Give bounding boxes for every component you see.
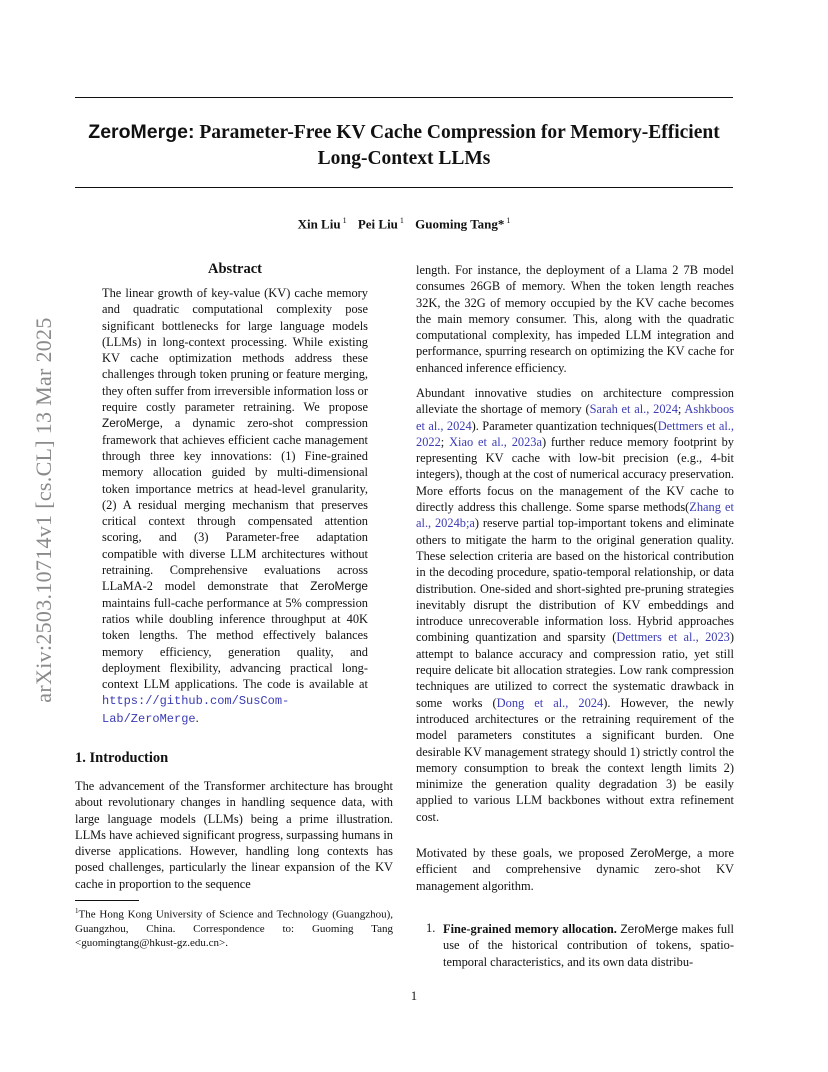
citation-link[interactable]: Ashkboos et al., 2024 <box>416 402 734 433</box>
list-item-text: makes full use of the historical contribution of tokens, spatio-temporal characteristics, and its own data distribu- <box>443 922 734 969</box>
abstract-part: . <box>195 710 199 725</box>
footnote-mark: 1 <box>75 907 79 915</box>
text-run: ; <box>677 402 685 417</box>
author-affiliation: 1 <box>399 216 404 225</box>
page-number: 1 <box>410 989 418 1003</box>
abstract-part: maintains full-cache performance at 5% compression ratios while doubling inference throughput at 40K token lengths. The method effectively balances memory efficiency, generation quality, and deployment flexibility, advancing practical long-context LLM applications. The code is available at <box>102 595 368 692</box>
abstract-part: The linear growth of key-value (KV) cache memory and quadratic computational complexity pose significant bottlenecks for large language models (LLMs) in long-context processing. While existing KV cache optimization methods address these challenges through token pruning or feature merging, they often suffer from irreversible information loss or require costly parameter retraining. We propose <box>102 286 368 415</box>
author-affiliation: 1 <box>342 216 347 225</box>
title-line-2: Long-Context LLMs <box>317 148 491 169</box>
footnote-rule <box>75 900 139 901</box>
citation-link[interactable]: Dettmers et al., 2022 <box>416 418 734 449</box>
brand-name: ZeroMerge <box>310 579 368 594</box>
citation-link[interactable]: Zhang et al., 2024b;a <box>416 500 734 531</box>
brand-name: ZeroMerge <box>630 846 688 860</box>
top-rule <box>75 97 733 98</box>
title-brand: ZeroMerge: <box>88 121 195 143</box>
footnote-text: The Hong Kong University of Science and Technology (Guangzhou), Guangzhou, China. Correspondence to: Guoming Tang <guomingtang@hkust-gz.edu.cn>. <box>75 908 393 949</box>
right-paragraph-2 <box>416 385 734 825</box>
code-link[interactable]: https://github.com/SusCom-Lab/ZeroMerge <box>102 694 290 726</box>
brand-name: ZeroMerge <box>102 416 160 431</box>
affiliation-footnote <box>75 904 393 950</box>
abstract-part: , a dynamic zero-shot compression framework that achieves efficient cache management through three key innovations: (1) Fine-grained memory allocation guided by multi-dimensional token importance metrics at head-level granularity, (2) A residual merging mechanism that preserves critical context through compensated attention scoring, and (3) Parameter-free adaptation compatible with diverse LLM architectures without retraining. Comprehensive evaluations across LLaMA-2 model demonstrate that <box>102 416 368 594</box>
list-item-title: Fine-grained memory allocation. <box>443 922 617 936</box>
author-list <box>75 216 733 232</box>
citation-link[interactable]: Sarah et al., 2024 <box>589 402 678 417</box>
citation-link[interactable]: Dettmers et al., 2023 <box>616 630 730 645</box>
paper-title <box>75 119 733 172</box>
abstract-heading: Abstract <box>208 261 262 277</box>
arxiv-sidebar-stamp: arXiv:2503.10714v1 [cs.CL] 13 Mar 2025 <box>31 317 56 703</box>
title-line-1: Parameter-Free KV Cache Compression for Memory-Efficient <box>199 122 720 143</box>
contribution-list-item <box>443 921 734 970</box>
author-affiliation: 1 <box>506 216 511 225</box>
author-name: Guoming Tang* <box>415 216 505 232</box>
citation-link[interactable]: Xiao et al., 2023a <box>449 434 542 449</box>
author-name: Xin Liu <box>297 216 341 232</box>
text-run: ) attempt to balance accuracy and compression ratio, yet still require delicate bit allocation strategies. Low rank compression techniques are utilized to correct the systematic drawback in some works ( <box>416 630 734 710</box>
text-run: Abundant innovative studies on architecture compression alleviate the shortage of memory ( <box>416 386 734 417</box>
right-paragraph-1: length. For instance, the deployment of a Llama 2 7B model consumes 26GB of memory. When the token length reaches 32K, the 32G of memory occupied by the KV cache becomes the main memory consumer. This, along with the quadratic computational complexity, has impeded LLM integration and performance, spurring research on optimizing the KV cache for enhanced inference efficiency. <box>416 263 734 375</box>
citation-link[interactable]: Dong et al., 2024 <box>496 695 604 710</box>
text-run: Motivated by these goals, we proposed <box>416 846 631 860</box>
text-run: ). Parameter quantization techniques( <box>471 418 658 433</box>
introduction-paragraph: The advancement of the Transformer architecture has brought about revolutionary changes in handling sequence data, with large language models (LLMs) being a prime illustration. LLMs have achieved significant progress, surpassing humans in diverse applications. However, handling long contexts has posed challenges, particularly the linear expansion of the KV cache in proportion to the sequence <box>75 779 393 891</box>
list-item-number: 1. <box>426 921 436 935</box>
text-run: ; <box>440 434 450 449</box>
text-run: ) further reduce memory footprint by representing KV cache with low-bit precision (e.g., 4-bit integers), though at the cost of numerical accuracy preservation. More efforts focus on the management of the KV cache to directly address this challenge. Some sparse methods( <box>416 434 734 515</box>
text-run: ) reserve partial top-important tokens and eliminate others to mitigate the harm to the original generation quality. These selection criteria are based on the historical contribution in the decoding procedure, spatio-temporal relationship, or data distribution. One-sided and short-sighted pre-pruning strategies inevitably disrupt the distribution of KV embeddings and introduce unrecoverable information loss. Hybrid approaches combining quantization and sparsity ( <box>416 516 734 645</box>
text-run: ). However, the newly introduced architectures or the retraining requirement of the model parameters constitutes a significant burden. One desirable KV management strategy should 1) strictly control the memory consumption to break the context length limits 2) minimize the generation quality degradation 3) be easily applied to various LLM backbones without extra refinement cost. <box>416 695 734 824</box>
right-paragraph-3 <box>416 845 734 894</box>
text-run: , a more efficient and comprehensive dynamic zero-shot KV management algorithm. <box>416 846 734 893</box>
abstract-text <box>102 285 368 727</box>
section-heading-introduction: 1. Introduction <box>75 750 169 766</box>
brand-name: ZeroMerge <box>620 922 679 936</box>
title-bottom-rule <box>75 187 733 188</box>
author-name: Pei Liu <box>357 216 398 232</box>
